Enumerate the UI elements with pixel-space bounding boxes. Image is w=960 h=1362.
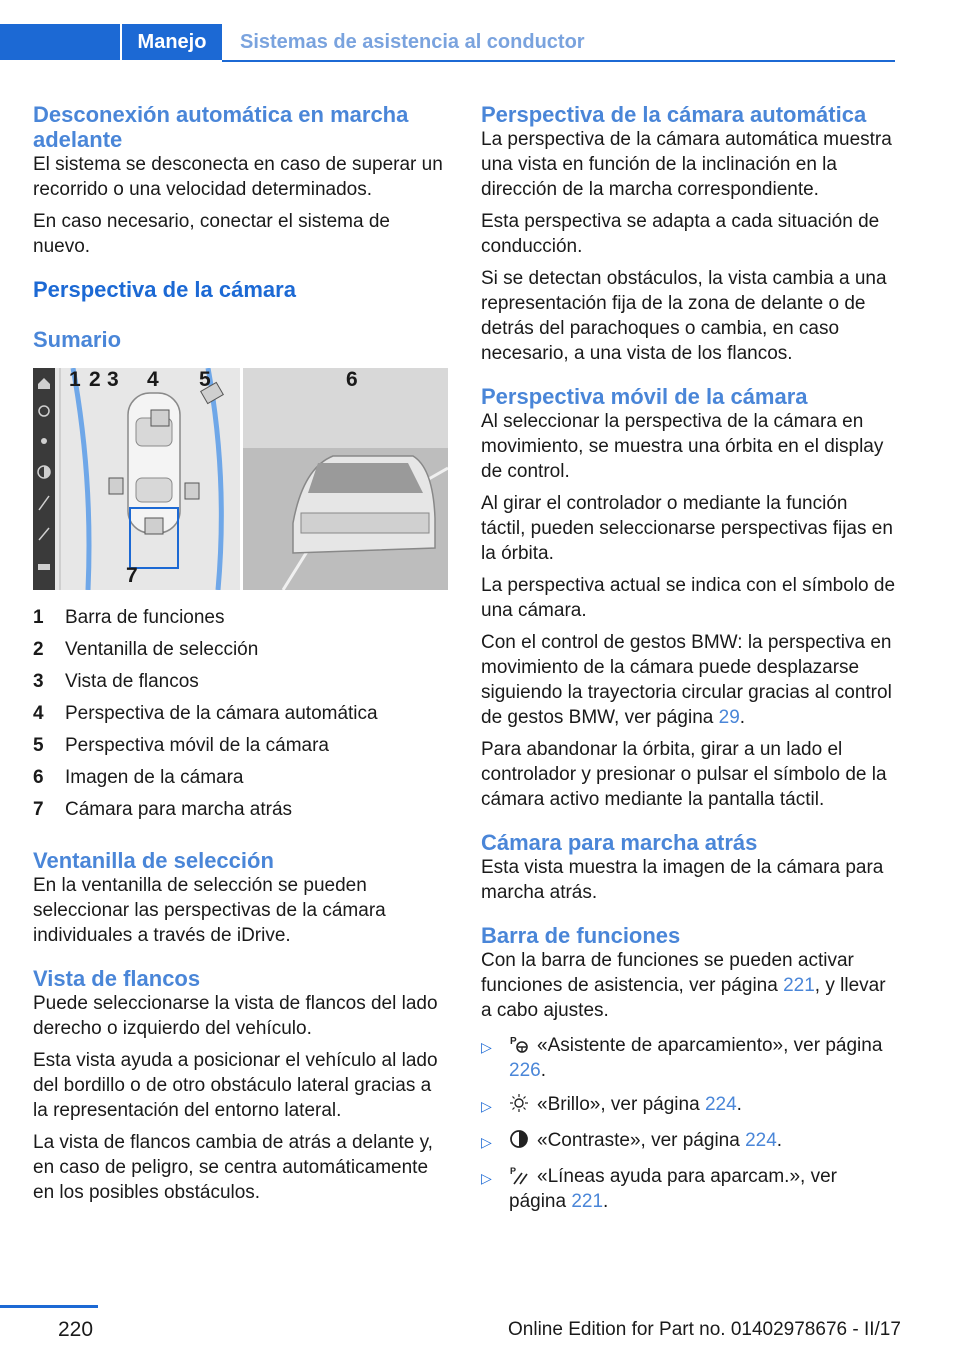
list-item: 3 Vista de flancos (33, 671, 199, 692)
heading-barra: Barra de funciones (481, 923, 681, 948)
list-item: 2 Ventanilla de selección (33, 639, 259, 660)
page-link-226[interactable]: 226 (509, 1060, 541, 1081)
list-item: 7 Cámara para marcha atrás (33, 799, 293, 820)
figure-label-3: 3 (107, 368, 119, 391)
heading-sumario: Sumario (33, 327, 122, 352)
function-bullets (481, 1033, 896, 1214)
camera-overview-illustration (33, 368, 448, 590)
right-column (481, 102, 896, 1223)
para-flancos-2: Esta vista ayuda a posicionar el vehículo al lado del bordillo o de otro obstáculo lateral gracias a la representación del entorno lateral. (33, 1050, 438, 1121)
list-item: ▷ «Brillo», ver página 224. (481, 1092, 896, 1119)
heading-auto: Perspectiva de la cámara automática (481, 102, 867, 127)
page-link-224b[interactable]: 224 (745, 1130, 777, 1151)
bullet-marker: ▷ (481, 1170, 492, 1186)
para-flancos-3: La vista de flancos cambia de atrás a delante y, en caso de peligro, se centra automáticamente en los posibles obstáculos. (33, 1132, 433, 1203)
para-atras: Esta vista muestra la imagen de la cámara para marcha atrás. (481, 857, 884, 903)
figure-label-4: 4 (147, 368, 159, 391)
heading-perspectiva: Perspectiva de la cámara (33, 277, 296, 302)
figure-label-1: 1 (69, 368, 81, 391)
list-item: 1 Barra de funciones (33, 607, 225, 628)
camera-overview-figure (33, 368, 448, 590)
parking-assistant-icon (509, 1034, 529, 1054)
page-link-221b[interactable]: 221 (571, 1191, 604, 1212)
legend-list (33, 602, 451, 826)
heading-atras: Cámara para marcha atrás (481, 830, 758, 855)
header-rule (222, 60, 895, 62)
bullet-marker: ▷ (481, 1039, 492, 1055)
page-link-224[interactable]: 224 (704, 1094, 737, 1115)
para-auto-3: Si se detectan obstáculos, la vista cambia a una representación fija de la zona de delante o de detrás del parachoques o cambia, en caso necesario, a una vista de los flancos. (481, 268, 887, 364)
edition-note: Online Edition for Part no. 01402978676 - II/17 (508, 1319, 901, 1340)
page-header (0, 24, 895, 62)
list-item: ▷ P «Asistente de aparcamiento», ver página 226. (481, 1035, 883, 1081)
bullet-marker: ▷ (481, 1134, 492, 1150)
para-movil-4: Con el control de gestos BMW: la perspectiva en movimiento de la cámara puede desplazarse siguiendo la trayectoria circular gracias al control de gestos BMW, ver página 29. (481, 632, 892, 728)
figure-label-2: 2 (89, 368, 101, 391)
brightness-icon (509, 1093, 529, 1113)
list-item: ▷ P «Líneas ayuda para aparcam.», ver página 221. (481, 1166, 837, 1212)
para-desconexion-2: En caso necesario, conectar el sistema de nuevo. (33, 211, 390, 257)
header-section-title: Sistemas de asistencia al conductor (240, 31, 585, 53)
page-link-29[interactable]: 29 (718, 707, 740, 728)
para-movil-2: Al girar el controlador o mediante la función táctil, pueden seleccionarse perspectivas fijas en la órbita. (481, 493, 893, 564)
list-item: ▷ «Contraste», ver página 224. (481, 1128, 896, 1155)
para-ventanilla: En la ventanilla de selección se pueden seleccionar las perspectivas de la cámara individuales a través de iDrive. (33, 875, 386, 946)
svg-text:P: P (510, 1036, 517, 1047)
figure-label-7: 7 (126, 564, 138, 587)
header-chapter-tab: Manejo (122, 24, 222, 60)
figure-label-5: 5 (199, 368, 211, 391)
heading-movil: Perspectiva móvil de la cámara (481, 384, 808, 409)
contrast-icon (509, 1129, 529, 1149)
left-column (33, 102, 451, 1205)
header-bar (0, 24, 120, 60)
para-movil-3: La perspectiva actual se indica con el símbolo de una cámara. (481, 575, 896, 621)
figure-label-6: 6 (346, 368, 358, 391)
para-barra: Con la barra de funciones se pueden activar funciones de asistencia, ver página 221, y llevar a cabo ajustes. (481, 950, 886, 1021)
list-item: 4 Perspectiva de la cámara automática (33, 703, 378, 724)
para-movil-5: Para abandonar la órbita, girar a un lado el controlador y presionar o pulsar el símbolo de la cámara activo mediante la pantalla táctil. (481, 739, 887, 810)
list-item: 6 Imagen de la cámara (33, 767, 244, 788)
para-desconexion-1: El sistema se desconecta en caso de superar un recorrido o una velocidad determinados. (33, 154, 443, 200)
bullet-marker: ▷ (481, 1098, 492, 1114)
page-link-221[interactable]: 221 (783, 975, 815, 996)
list-item: 5 Perspectiva móvil de la cámara (33, 735, 329, 756)
heading-desconexion: Desconexión automática en marcha adelante (33, 102, 409, 152)
heading-flancos: Vista de flancos (33, 966, 201, 991)
footer-rule (0, 1305, 98, 1308)
para-auto-2: Esta perspectiva se adapta a cada situación de conducción. (481, 211, 880, 257)
parking-lines-icon (509, 1165, 529, 1185)
para-flancos-1: Puede seleccionarse la vista de flancos del lado derecho o izquierdo del vehículo. (33, 993, 438, 1039)
para-auto-1: La perspectiva de la cámara automática muestra una vista en función de la inclinación en la dirección de la marcha correspondiente. (481, 129, 892, 200)
para-movil-1: Al seleccionar la perspectiva de la cámara en movimiento, se muestra una órbita en el display de control. (481, 411, 884, 482)
heading-ventanilla: Ventanilla de selección (33, 848, 274, 873)
page-number: 220 (58, 1318, 94, 1341)
svg-text:P: P (510, 1166, 517, 1176)
